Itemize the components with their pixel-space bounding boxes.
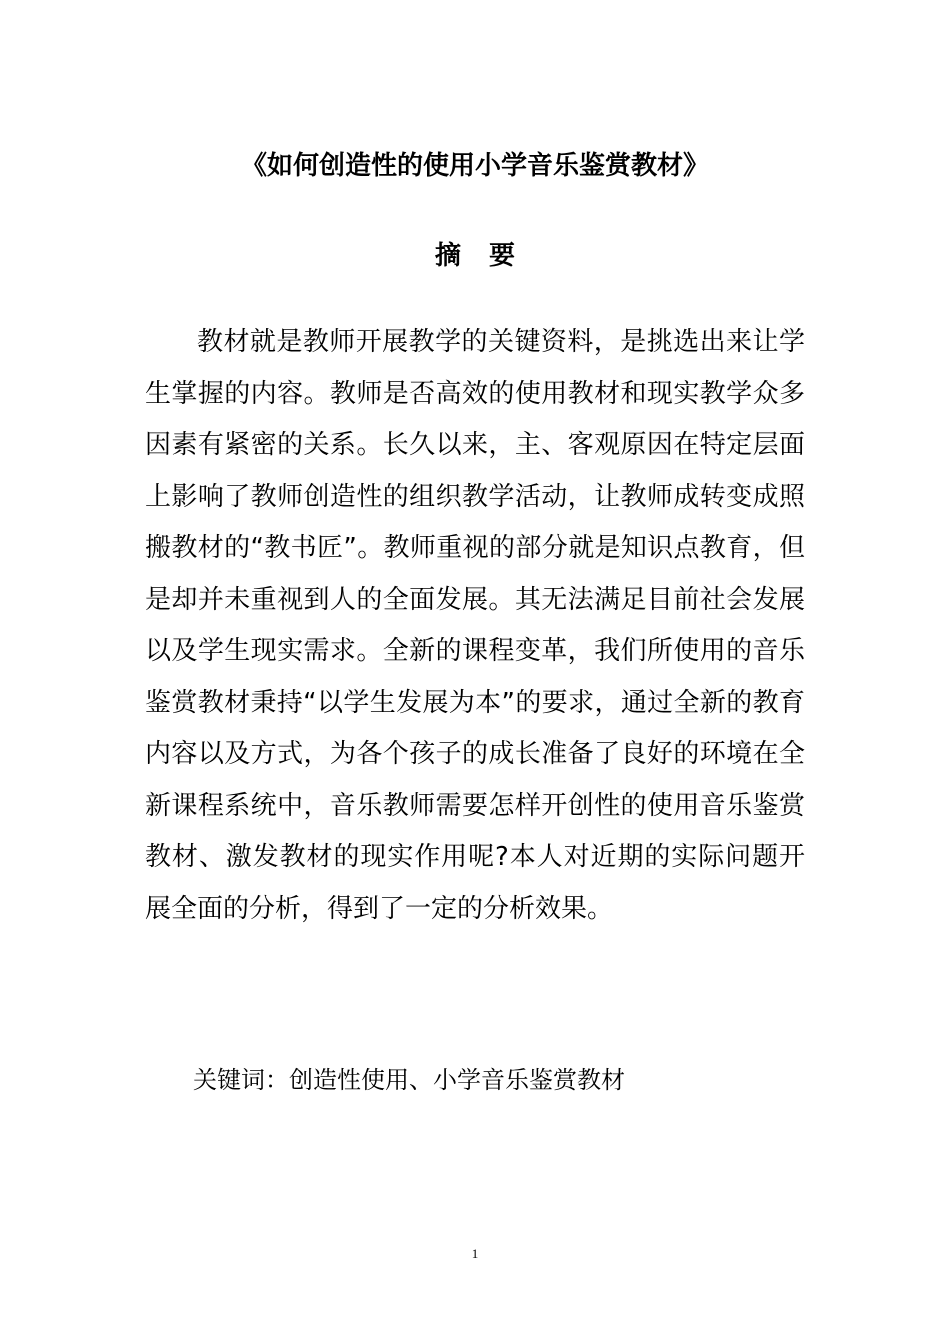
abstract-paragraph: 教材就是教师开展教学的关键资料，是挑选出来让学生掌握的内容。教师是否高效的使用教材和现实教学众多因素有紧密的关系。长久以来，主、客观原因在特定层面上影响了教师创造性的组织教学活动，让教师成转变成照搬教材的“教书匠”。教师重视的部分就是知识点教育，但是却并未重视到人的全面发展。其无法满足目前社会发展以及学生现实需求。全新的课程变革，我们所使用的音乐鉴赏教材秉持“以学生发展为本”的要求，通过全新的教育内容以及方式，为各个孩子的成长准备了良好的环境在全新课程系统中，音乐教师需要怎样开创性的使用音乐鉴赏教材、激发教材的现实作用呢?本人对近期的实际问题开展全面的分析，得到了一定的分析效果。 bbox=[145, 327, 805, 924]
abstract-heading: 摘要 bbox=[434, 241, 543, 271]
page-number: 1 bbox=[471, 1246, 479, 1261]
keywords-line: 关键词：创造性使用、小学音乐鉴赏教材 bbox=[193, 1066, 625, 1094]
document-title: 《如何创造性的使用小学音乐鉴赏教材》 bbox=[240, 151, 709, 181]
